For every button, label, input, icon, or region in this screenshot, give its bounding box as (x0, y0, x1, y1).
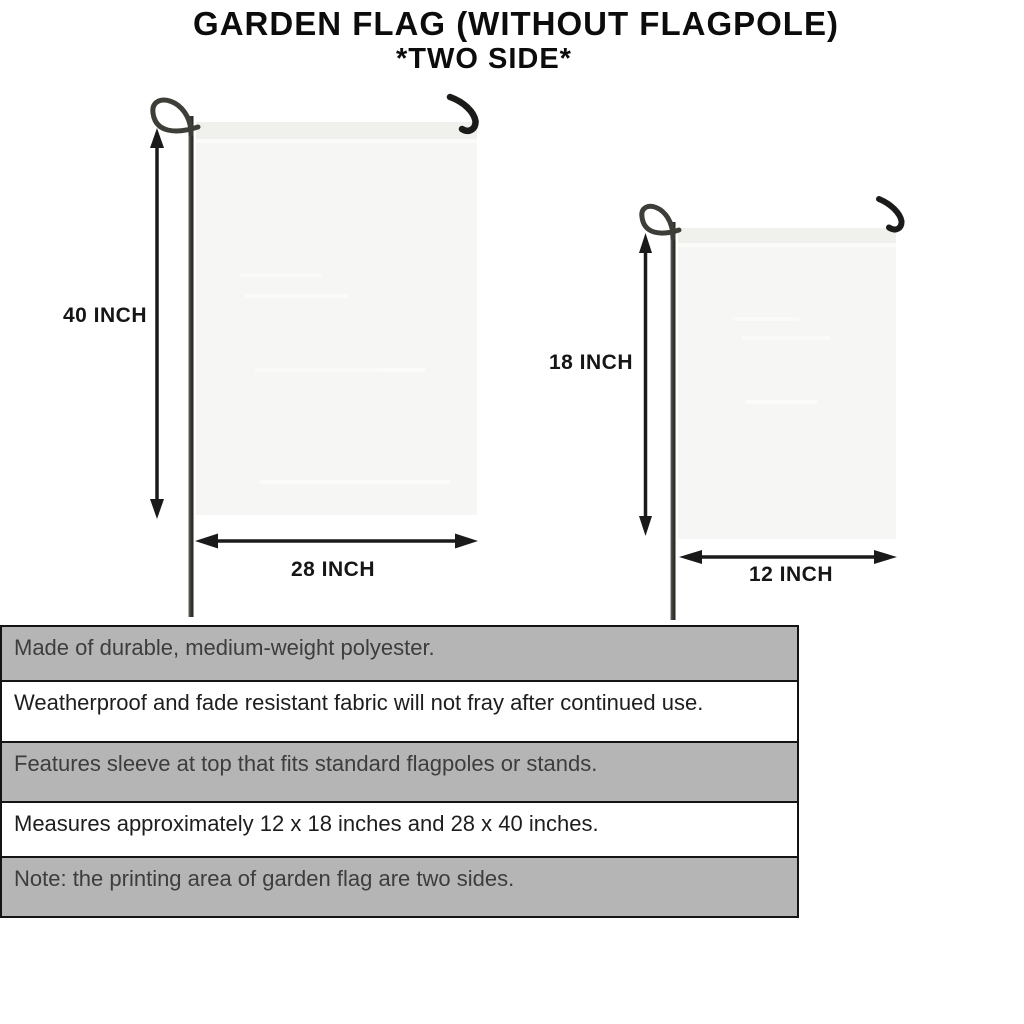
spec-row-text: Measures approximately 12 x 18 inches and 28 x 40 inches. (14, 811, 599, 836)
large-flagpole (189, 116, 194, 617)
small-flag-canvas (678, 228, 896, 539)
small-flag-height-label: 18 INCH (548, 351, 634, 374)
spec-row-text: Note: the printing area of garden flag are two sides. (14, 866, 515, 891)
large-flag-sleeve (196, 122, 477, 139)
page-title-line-2: *TWO SIDE* (396, 43, 572, 75)
small-flag-width-label: 12 INCH (748, 563, 834, 586)
spec-row-weatherproof (2, 682, 797, 743)
small-flag-sleeve (678, 228, 896, 243)
large-flag-width-label: 28 INCH (290, 558, 376, 581)
spec-row-text: Weatherproof and fade resistant fabric will not fray after continued use. (14, 690, 704, 715)
large-height-arrow (150, 128, 164, 519)
large-flag-graphic (150, 97, 478, 617)
small-height-arrow (639, 233, 652, 536)
spec-row-text: Features sleeve at top that fits standard flagpoles or stands. (14, 751, 598, 776)
page-title-line-1: GARDEN FLAG (WITHOUT FLAGPOLE) (193, 5, 839, 42)
small-width-arrow (679, 550, 897, 564)
small-hanger-hook-icon (879, 199, 902, 229)
small-flag-graphic (639, 199, 902, 620)
large-flag-canvas (196, 122, 477, 515)
spec-row-material (2, 627, 797, 682)
spec-row-text: Made of durable, medium-weight polyester. (14, 635, 435, 660)
spec-row-sleeve (2, 743, 797, 803)
product-spec-table (0, 625, 799, 918)
spec-row-measures (2, 803, 797, 858)
large-flag-height-label: 40 INCH (62, 304, 148, 327)
large-width-arrow (195, 534, 478, 549)
spec-row-note (2, 858, 797, 916)
small-flagpole (671, 222, 676, 620)
